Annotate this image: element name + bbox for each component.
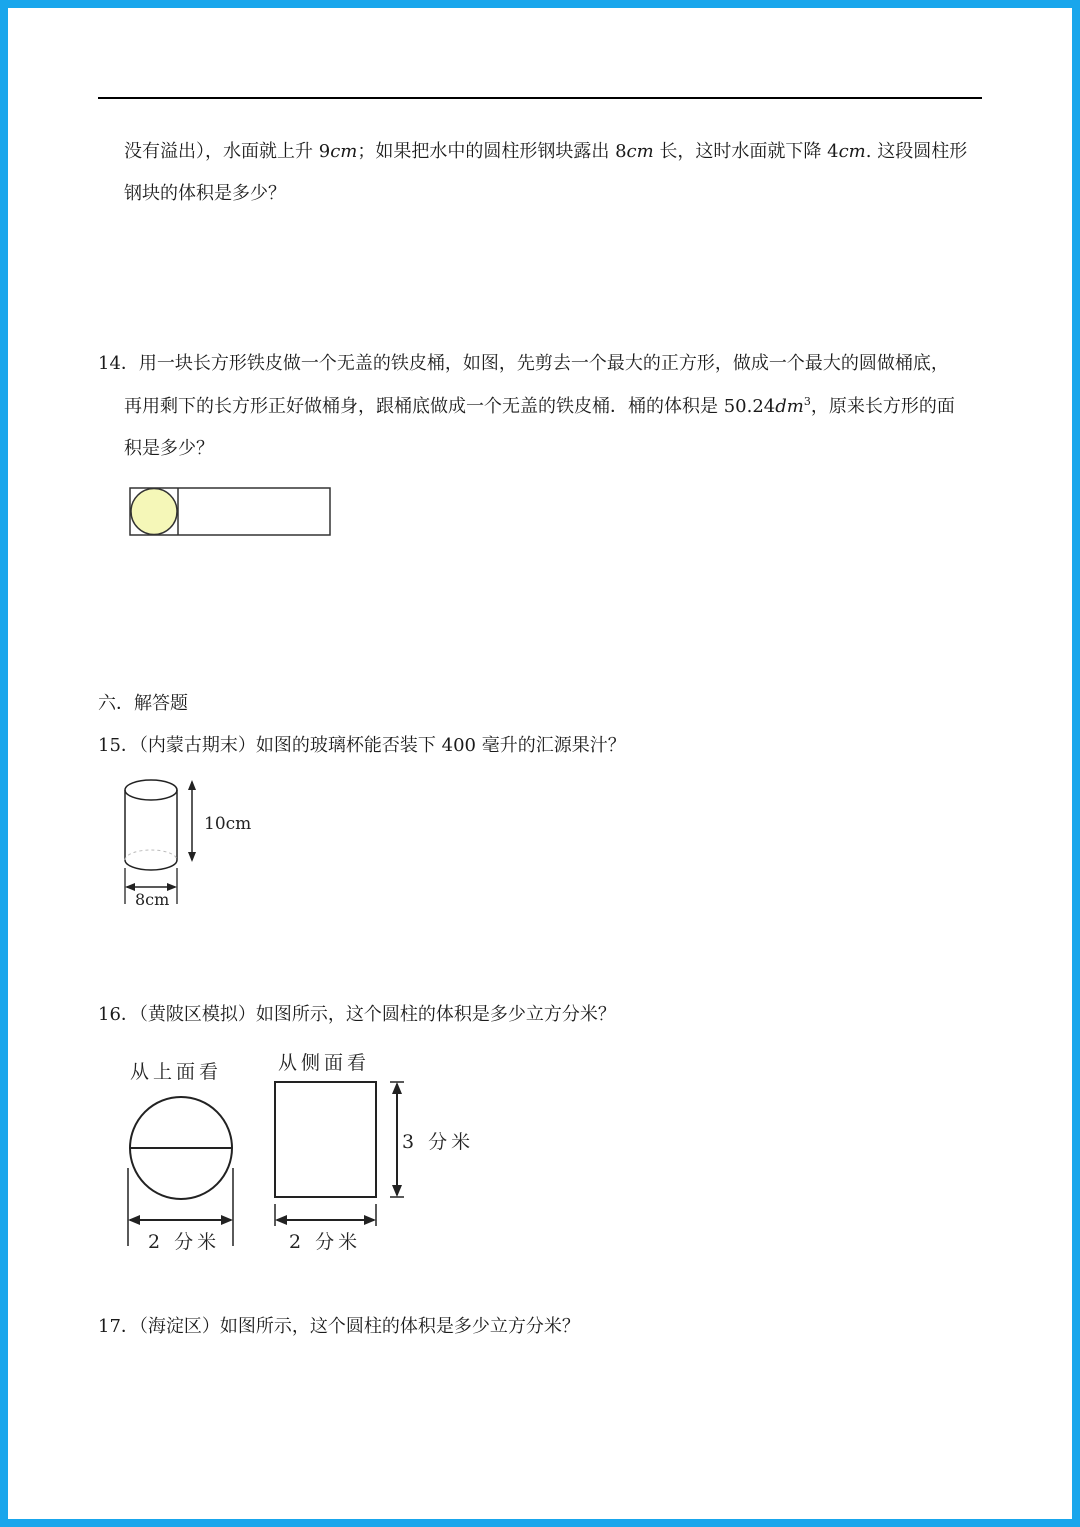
q14-circle [131,489,177,535]
arrow-head-left [128,1215,140,1225]
width-arrow-head-left [125,883,135,891]
q15-text: 15．（内蒙古期末）如图的玻璃杯能否装下 400 毫升的汇源果汁？ [98,735,626,756]
q14-line-1: 14．用一块长方形铁皮做一个无盖的铁皮桶，如图，先剪去一个最大的正方形，做成一个最大的圆做桶底， [98,353,949,374]
q13-text-b: ；如果把水中的圆柱形钢块露出 8 [357,141,627,162]
q15-cylinder-figure [118,772,253,912]
arrow-head-right [364,1215,376,1225]
q13-text-d: . 这段圆柱形 [865,141,968,162]
q14-sheet-figure [124,482,336,542]
q13-text-a: 没有溢出），水面就上升 9 [124,141,331,162]
q16-views-figure [118,1044,478,1258]
cylinder-top [125,780,177,800]
q14-line-3: 积是多少？ [124,438,214,459]
q13-line-2: 钢块的体积是多少？ [124,183,286,204]
q13-text-c: 长，这时水面就下降 4 [653,141,839,162]
top-width-label: 2 分米 [148,1231,221,1253]
q14-line-2 [124,395,955,419]
arrow-head-right [221,1215,233,1225]
top-view-label: 从上面看 [130,1061,223,1083]
unit-cm: cm [330,141,358,162]
arrow-head-up [392,1082,402,1094]
height-label: 10cm [204,814,252,834]
cylinder-bottom [125,860,177,870]
height-arrow-head-bottom [188,852,196,862]
section-heading: 六．解答题 [98,693,188,714]
q14-text-a: 再用剩下的长方形正好做桶身，跟桶底做成一个无盖的铁皮桶．桶的体积是 50.24 [124,396,776,417]
unit-cm: cm [626,141,654,162]
unit-dm: dm [775,396,804,417]
q13-line-1 [124,140,967,164]
side-view-rectangle [275,1082,376,1197]
side-width-label: 2 分米 [289,1231,362,1253]
height-arrow-head-top [188,780,196,790]
diameter-label: 8cm [135,890,170,909]
header-rule [98,97,982,99]
cube-superscript: 3 [803,395,811,408]
side-height-label: 3 分米 [402,1131,475,1153]
arrow-head-down [392,1185,402,1197]
q14-text-b: ，原来长方形的面 [810,396,955,417]
cylinder-bottom-hidden [125,850,177,860]
unit-cm: cm [838,141,866,162]
q17-text: 17．（海淀区）如图所示，这个圆柱的体积是多少立方分米？ [98,1316,580,1337]
arrow-head-left [275,1215,287,1225]
side-view-label: 从侧面看 [278,1052,371,1074]
q16-text: 16．（黄陂区模拟）如图所示，这个圆柱的体积是多少立方分米？ [98,1004,616,1025]
